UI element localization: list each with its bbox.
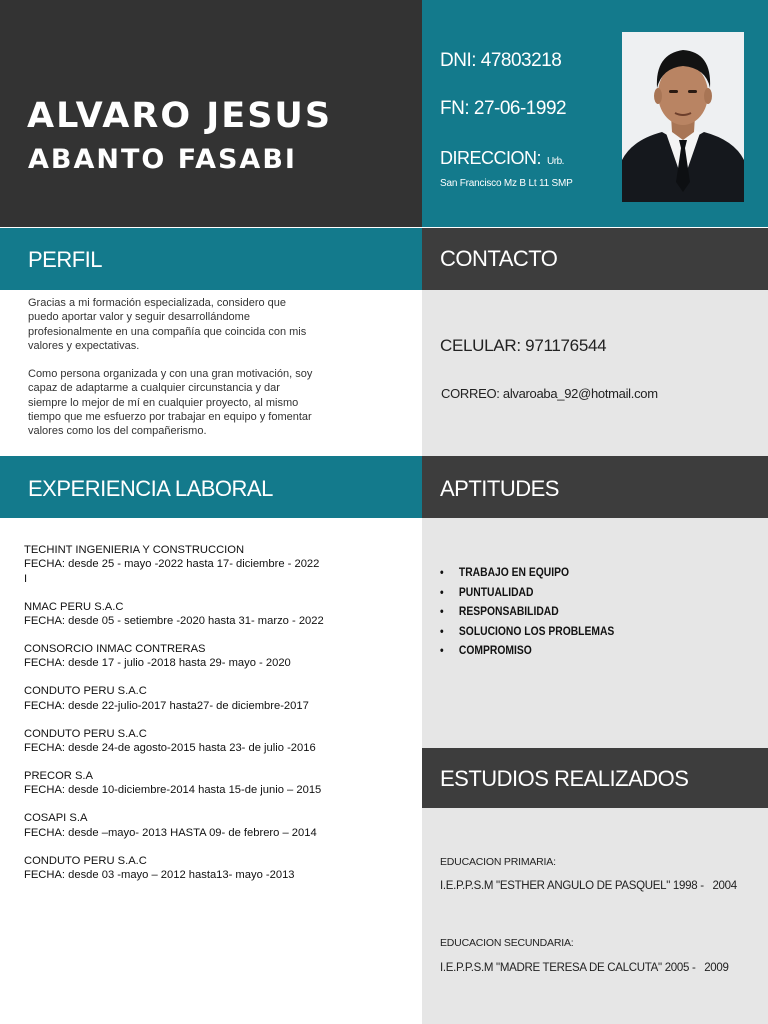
experience-company: CONDUTO PERU S.A.C [24, 854, 147, 867]
address-label-text: DIRECCION: [440, 148, 542, 168]
aptitudes-list [440, 565, 643, 663]
perfil-paragraph-2: Como persona organizada y con una gran motivación, soy capaz de adaptarme a cualquier circunstancia y dar siempre lo mejor de mí en cualquier proyecto, al mismo tiempo que me esfuerzo por trabajar en equipo y fomentar valores como los del compañerismo. [28, 368, 313, 438]
experience-item [24, 600, 414, 629]
bullet-icon: • [440, 584, 444, 599]
birthdate-text: FN: 27-06-1992 [440, 98, 567, 119]
experience-dates: FECHA: desde 03 -mayo – 2012 hasta13- mayo -2013 [24, 869, 295, 881]
address-prefix: Urb. [547, 156, 564, 167]
dni-text: DNI: 47803218 [440, 50, 562, 71]
experience-company: NMAC PERU S.A.C [24, 600, 124, 613]
aptitude-label: TRABAJO EN EQUIPO [458, 565, 570, 579]
perfil-heading: PERFIL [28, 247, 103, 272]
experience-item [24, 543, 414, 586]
aptitude-item [440, 624, 614, 644]
experience-item [24, 769, 414, 798]
experience-dates: FECHA: desde 22-julio-2017 hasta27- de diciembre-2017 [24, 699, 309, 712]
phone-text: CELULAR: 971176544 [440, 336, 607, 355]
aptitude-item [440, 585, 614, 605]
address-text: San Francisco Mz B Lt 11 SMP [440, 178, 573, 189]
name-last-line: ABANTO FASABI [28, 144, 297, 175]
secondary-education-school [440, 962, 729, 974]
experience-dates: FECHA: desde 24-de agosto-2015 hasta 23- de julio -2016 [24, 742, 316, 755]
experience-dates: FECHA: desde 05 - setiembre -2020 hasta 31- marzo - 2022 [24, 615, 324, 628]
secondary-school-text: I.E.P.P.S.M "MADRE TERESA DE CALCUTA" 2005 - [440, 962, 696, 974]
aptitude-label: RESPONSABILIDAD [458, 604, 559, 618]
primary-school-text: I.E.P.P.S.M "ESTHER ANGULO DE PASQUEL" 1998 - [440, 880, 704, 892]
person-portrait-icon [622, 32, 744, 202]
perfil-paragraph-1: Gracias a mi formación especializada, considero que puedo aportar valor y seguir desarrollándome profesionalmente en una compañía que coincida con mis valores y expectativas. [28, 297, 307, 352]
aptitude-label: COMPROMISO [458, 643, 532, 657]
bullet-icon: • [440, 604, 444, 618]
experience-item [24, 642, 414, 671]
experience-extra: I [24, 572, 28, 585]
experience-dates: FECHA: desde 10-diciembre-2014 hasta 15-de junio – 2015 [24, 784, 322, 797]
bullet-icon: • [440, 643, 444, 657]
aptitude-item [440, 565, 614, 585]
experience-company: CONDUTO PERU S.A.C [24, 685, 147, 698]
experience-company: COSAPI S.A [24, 812, 88, 825]
experience-company: TECHINT INGENIERIA Y CONSTRUCCION [24, 544, 245, 556]
experience-dates: FECHA: desde –mayo- 2013 HASTA 09- de febrero – 2014 [24, 826, 317, 839]
email-text: CORREO: alvaroaba_92@hotmail.com [441, 386, 658, 401]
bullet-icon: • [440, 623, 444, 638]
estudios-heading: ESTUDIOS REALIZADOS [440, 766, 689, 791]
address-label [440, 148, 564, 169]
name-first-line: ALVARO JESUS [27, 96, 333, 136]
experience-item [24, 811, 414, 840]
aptitudes-heading: APTITUDES [440, 476, 559, 501]
experience-item [24, 854, 414, 883]
aptitude-label: PUNTUALIDAD [458, 584, 534, 599]
perfil-description [28, 296, 318, 453]
experience-company: CONSORCIO INMAC CONTRERAS [24, 643, 206, 656]
experience-dates: FECHA: desde 25 - mayo -2022 hasta 17- diciembre - 2022 [24, 558, 320, 571]
contacto-heading: CONTACTO [440, 246, 558, 271]
experience-item [24, 727, 414, 756]
secondary-education-label: EDUCACION SECUNDARIA: [440, 937, 574, 949]
experience-item [24, 684, 414, 713]
bullet-icon: • [440, 565, 444, 579]
experiencia-heading: EXPERIENCIA LABORAL [28, 476, 273, 501]
aptitude-label: SOLUCIONO LOS PROBLEMAS [458, 623, 615, 638]
experience-dates: FECHA: desde 17 - julio -2018 hasta 29- mayo - 2020 [24, 657, 291, 670]
secondary-end-year: 2009 [704, 962, 729, 974]
aptitude-item [440, 643, 614, 663]
experience-company: CONDUTO PERU S.A.C [24, 727, 147, 740]
experience-list [24, 543, 414, 896]
primary-end-year: 2004 [712, 880, 737, 892]
profile-photo [622, 32, 744, 202]
primary-education-label: EDUCACION PRIMARIA: [440, 856, 556, 868]
experience-company: PRECOR S.A [24, 769, 94, 782]
primary-education-school [440, 880, 737, 892]
aptitude-item [440, 604, 614, 624]
